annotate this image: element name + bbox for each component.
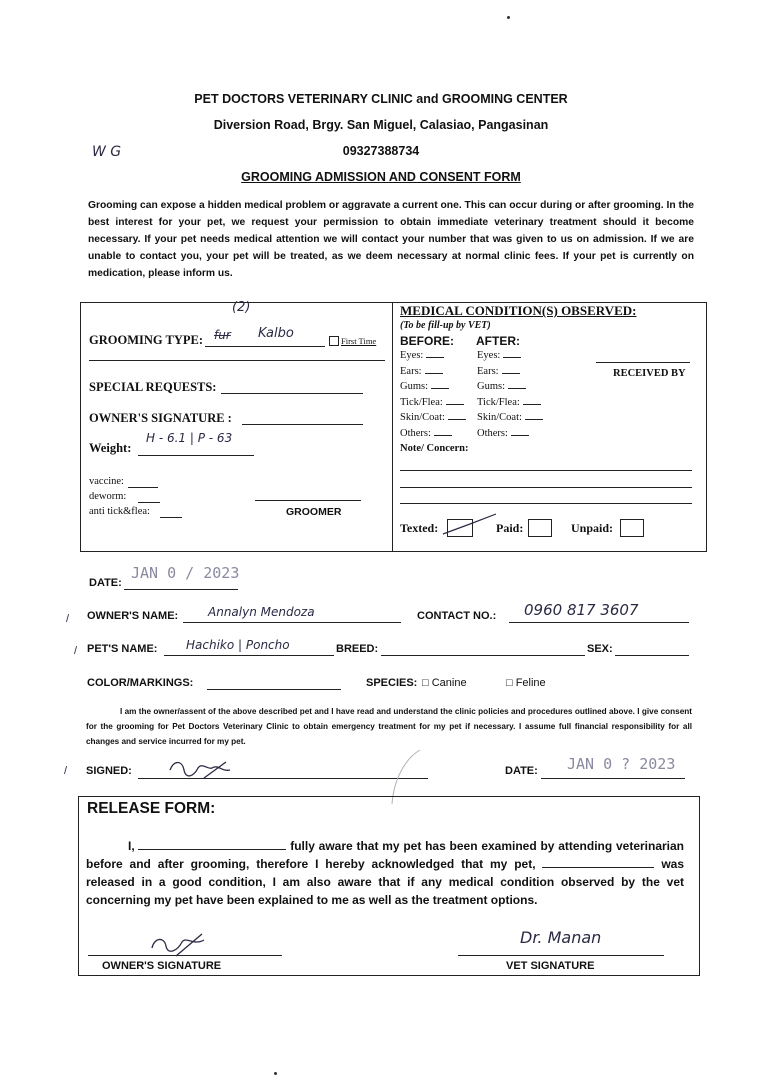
clinic-name: PET DOCTORS VETERINARY CLINIC and GROOMING CENTER [194,92,568,106]
condition-blank[interactable] [508,388,526,389]
species-label: SPECIES: [366,677,418,689]
contact-line [509,622,689,623]
feline-option[interactable]: □ Feline [506,677,546,689]
medical-condition-title: MEDICAL CONDITION(S) OBSERVED: [400,303,637,318]
pet-name-line [164,655,334,656]
condition-label: Skin/Coat: [400,412,445,424]
contact-label: CONTACT NO.: [417,610,497,622]
owner-signature-line [242,424,363,425]
sex-label: SEX: [587,643,613,655]
vet-signature-hand: Dr. Manan [520,928,602,947]
received-by-label: RECEIVED BY [613,368,686,379]
condition-before-row [400,350,444,361]
grooming-count-hand: (2) [232,300,251,315]
grooming-type-value: Kalbo [258,326,294,341]
owner-signature-label: OWNER'S SIGNATURE : [89,411,232,425]
handwritten-initials: W G [92,144,122,160]
condition-after-row [477,366,520,377]
condition-after-row [477,350,521,361]
condition-blank[interactable] [511,435,529,436]
unpaid-label: Unpaid: [571,521,614,535]
condition-label: Eyes: [400,350,424,361]
condition-label: Gums: [477,381,506,393]
consent-paragraph: I am the owner/assent of the above described pet and I have read and understand the clinic policies and procedures outlined above. I give consent for the grooming for Pet Doctors Veterinary Clinic to obtain emergency treatment for my pet if necessary. I assume full financial responsibility for all changes and service incurred for my pet. [86,707,692,746]
condition-after-row [477,428,529,439]
vet-signature-label: VET SIGNATURE [506,960,595,972]
condition-before-row [400,381,449,392]
medical-condition-subtitle: (To be fill-up by VET) [400,320,491,331]
clinic-address: Diversion Road, Brgy. San Miguel, Calasiao, Pangasinan [213,118,549,132]
note-concern-label: Note/ Concern: [400,443,469,454]
first-time-label: First Time [341,336,377,346]
condition-label: Gums: [400,381,429,393]
note-line-1 [400,470,692,471]
panel-divider [392,302,393,552]
release-text-2: was released in a good condition, I am also aware that if any medical condition observed by the vet concerning my pet have been explained to me as well as the treatment options. [86,857,685,907]
owner-name-label: OWNER'S NAME: [87,610,179,622]
condition-after-row [477,381,526,392]
note-line-3 [400,503,692,504]
condition-label: Ears: [477,365,499,377]
sex-line [615,655,689,656]
deworm-line [138,502,160,503]
grooming-type-label: GROOMING TYPE: [89,333,204,347]
scan-speck [274,1072,277,1075]
condition-blank[interactable] [446,404,464,405]
condition-before-row [400,397,464,408]
condition-blank[interactable] [434,435,452,436]
pet-name-value: Hachiko | Poncho [186,638,290,652]
deworm-label: deworm: [89,491,127,502]
note-line-2 [400,487,692,488]
color-markings-line [207,689,341,690]
intro-paragraph: Grooming can expose a hidden medical problem or aggravate a current one. This can occur during or after grooming. In the best interest for your pet, we request your permission to obtain immediate veterinary treatment should it become necessary. If your pet needs medical attention we will contact your number that was given to us on admission. If we are unable to contact you, your pet will be treated, as we deem necessary at normal clinic fees. If your pet is currently on medication, please inform us. [88,200,694,279]
owner-name-line [183,622,401,623]
release-owner-scribble [146,930,210,960]
paid-checkbox[interactable] [528,519,552,537]
special-requests-label: SPECIAL REQUESTS: [89,380,217,394]
before-label: BEFORE: [400,334,454,348]
weight-label: Weight: [89,441,132,455]
owner-signature-scribble [164,756,244,788]
texted-label: Texted: [400,521,439,535]
weight-line [138,455,254,456]
texted-check-mark [440,510,500,538]
color-markings-label: COLOR/MARKINGS: [87,677,194,689]
condition-blank[interactable] [502,373,520,374]
condition-blank[interactable] [425,373,443,374]
clinic-phone: 09327388734 [342,144,420,158]
release-owner-signature-label: OWNER'S SIGNATURE [102,960,222,972]
vaccine-line [128,487,158,488]
form-title: GROOMING ADMISSION AND CONSENT FORM [241,170,521,184]
condition-label: Tick/Flea: [400,396,443,408]
vet-signature-line [458,955,664,956]
pet-check-tick: / [74,645,78,657]
groomer-line [255,500,361,501]
condition-before-row [400,428,452,439]
grooming-extra-line [89,360,385,361]
breed-line [381,655,585,656]
weight-value: H - 6.1 | P - 63 [146,431,233,445]
contact-value: 0960 817 3607 [524,601,639,619]
condition-label: Skin/Coat: [477,412,522,424]
condition-blank[interactable] [448,419,466,420]
release-text-1: fully aware that my pet has been examined by attending veterinarian before and after grooming, therefore I hereby acknowledged that my pet, [86,839,685,871]
condition-label: Others: [477,428,508,439]
special-requests-line [221,393,363,394]
release-paragraph [86,837,684,909]
paid-label: Paid: [496,521,524,535]
condition-blank[interactable] [525,419,543,420]
antitick-label: anti tick&flea: [89,506,150,517]
signed-label: SIGNED: [86,765,132,777]
groomer-label: GROOMER [286,506,342,518]
signed-date-line [541,778,685,779]
signed-check-tick: / [64,765,68,777]
release-form-title: RELEASE FORM: [87,800,216,817]
condition-blank[interactable] [426,357,444,358]
first-time-checkbox[interactable] [329,336,339,346]
grooming-type-struck: fur [214,328,231,342]
antitick-line [160,517,182,518]
date-line [124,589,238,590]
vaccine-label: vaccine: [89,476,124,487]
condition-label: Ears: [400,365,422,377]
condition-before-row [400,412,466,423]
condition-blank[interactable] [523,404,541,405]
condition-label: Eyes: [477,350,501,361]
condition-label: Tick/Flea: [477,396,520,408]
received-by-line [596,362,690,363]
scan-speck [507,16,510,19]
condition-after-row [477,412,543,423]
condition-label: Others: [400,428,431,439]
date-label: DATE: [89,577,122,589]
release-i-label: I, [128,839,135,853]
unpaid-checkbox[interactable] [620,519,644,537]
condition-before-row [400,366,443,377]
signed-date-stamp: JAN 0 ? 2023 [567,755,676,773]
signed-date-label: DATE: [505,765,538,777]
canine-option[interactable]: □ Canine [422,677,467,689]
condition-blank[interactable] [431,388,449,389]
grooming-type-line [205,346,325,347]
date-stamp: JAN 0 / 2023 [131,564,240,582]
breed-label: BREED: [336,643,379,655]
condition-after-row [477,397,541,408]
condition-blank[interactable] [503,357,521,358]
after-label: AFTER: [476,334,520,348]
owner-name-value: Annalyn Mendoza [208,605,315,619]
pet-name-label: PET'S NAME: [87,643,158,655]
owner-check-tick: / [66,613,70,625]
